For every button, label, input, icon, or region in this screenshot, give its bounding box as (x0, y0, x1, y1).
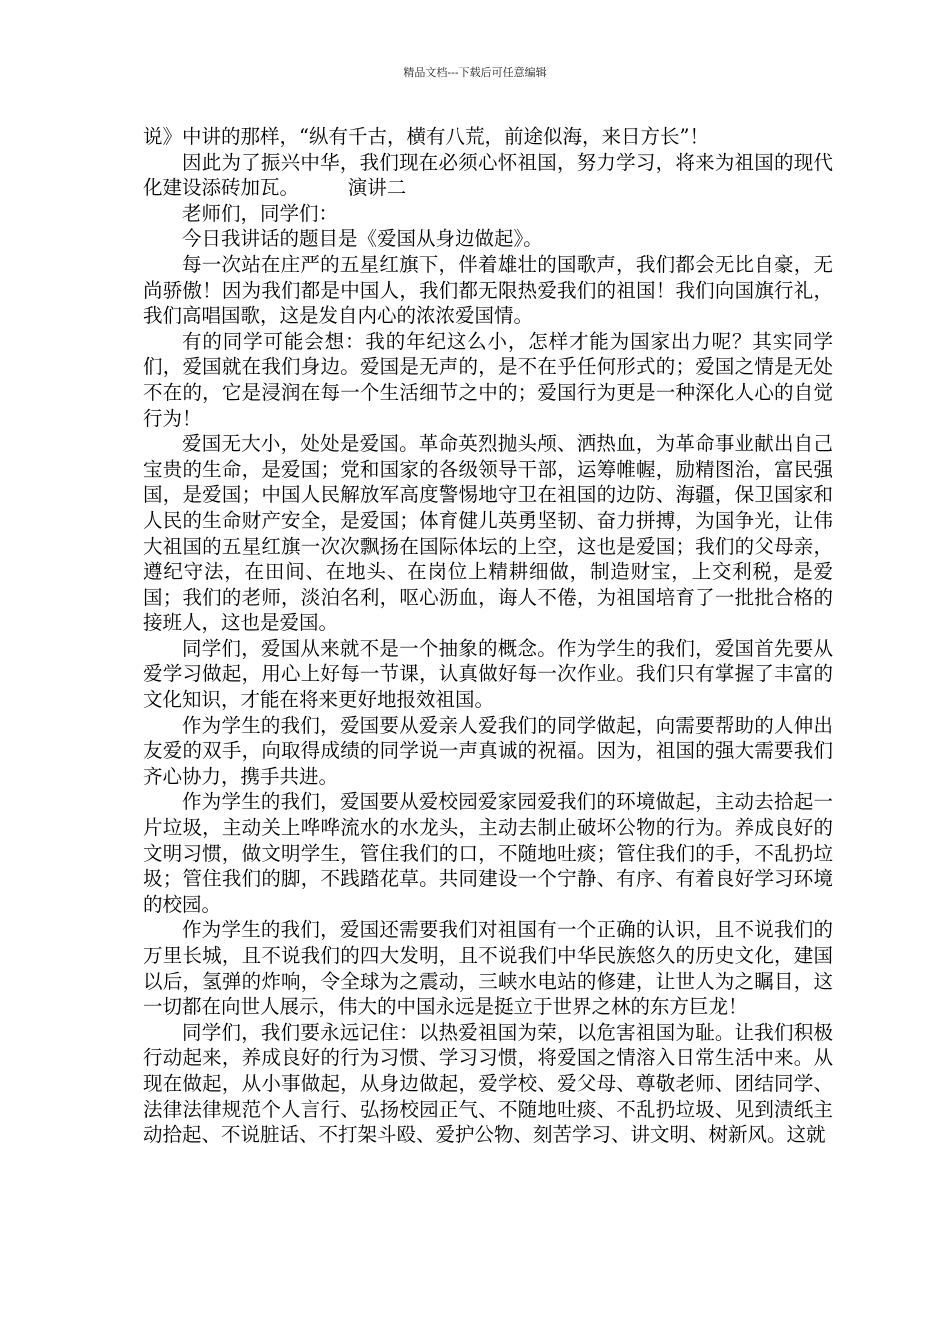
paragraph: 作为学生的我们，爱国还需要我们对祖国有一个正确的认识，且不说我们的万里长城，且不说我们的四大发明，且不说我们中华民族悠久的历史文化，建国以后，氢弹的炸响，令全球为之震动，三峡水电站的修建，让世人为之瞩目，这一切都在向世人展示，伟大的中国永远是挺立于世界之林的东方巨龙！ (143, 918, 833, 1019)
paragraph (143, 150, 833, 201)
paragraph: 作为学生的我们，爱国要从爱亲人爱我们的同学做起，向需要帮助的人伸出友爱的双手，向取得成绩的同学说一声真诚的祝福。因为，祖国的强大需要我们齐心协力，携手共进。 (143, 713, 833, 788)
document-body (143, 124, 833, 1148)
paragraph: 爱国无大小，处处是爱国。革命英烈抛头颅、洒热血，为革命事业献出自己宝贵的生命，是爱国；党和国家的各级领导干部，运筹帷幄，励精图治，富民强国，是爱国；中国人民解放军高度警惕地守卫在祖国的边防、海疆，保卫国家和人民的生命财产安全，是爱国；体育健儿英勇坚韧、奋力拼搏，为国争光，让伟大祖国的五星红旗一次次飘扬在国际体坛的上空，这也是爱国；我们的父母亲，遵纪守法，在田间、在地头、在岗位上精耕细做，制造财宝，上交利税，是爱国；我们的老师，淡泊名利，呕心沥血，诲人不倦，为祖国培育了一批批合格的接班人，这也是爱国。 (143, 432, 833, 635)
salutation: 老师们，同学们： (182, 201, 339, 225)
paragraph-text: 因此为了振兴中华，我们现在必须心怀祖国，努力学习，将来为祖国的现代化建设添砖加瓦。 (143, 150, 833, 200)
speech-title-line: 今日我讲话的题目是《爱国从身边做起》。 (182, 227, 543, 251)
paragraph: 同学们，爱国从来就不是一个抽象的概念。作为学生的我们，爱国首先要从爱学习做起，用心上好每一节课，认真做好每一次作业。我们只有掌握了丰富的文化知识，才能在将来更好地报效祖国。 (143, 636, 833, 712)
paragraph: 每一次站在庄严的五星红旗下，伴着雄壮的国歌声，我们都会无比自豪，无尚骄傲！因为我们都是中国人，我们都无限热爱我们的祖国！我们向国旗行礼，我们高唱国歌，这是发自内心的浓浓爱国情。 (143, 252, 833, 328)
paragraph: 作为学生的我们，爱国要从爱校园爱家园爱我们的环境做起，主动去拾起一片垃圾，主动关上哗哗流水的水龙头，主动去制止破坏公物的行为。养成良好的文明习惯，做文明学生，管住我们的口，不随地吐痰；管住我们的手，不乱扔垃圾；管住我们的脚，不践踏花草。共同建设一个宁静、有序、有着良好学习环境的校园。 (143, 790, 833, 916)
paragraph: 说》中讲的那样，“纵有千古，横有八荒，前途似海，来日方长”！ (143, 125, 709, 148)
paragraph: 同学们，我们要永远记住：以热爱祖国为荣，以危害祖国为耻。让我们积极行动起来，养成良好的行为习惯、学习习惯，将爱国之情溶入日常生活中来。从现在做起，从小事做起，从身边做起，爱学校、爱父母、尊敬老师、团结同学、法律法律规范个人言行、弘扬校园正气、不随地吐痰、不乱扔垃圾、见到渍纸主动拾起、不说脏话、不打架斗殴、爱护公物、刻苦学习、讲文明、树新风。这就 (143, 1020, 833, 1147)
paragraph: 有的同学可能会想：我的年纪这么小，怎样才能为国家出力呢？其实同学们，爱国就在我们身边。爱国是无声的，是不在乎任何形式的；爱国之情是无处不在的，它是浸润在每一个生活细节之中的；爱国行为更是一种深化人心的自觉行为！ (143, 329, 833, 430)
section-label: 演讲二 (347, 176, 407, 200)
page-header: 精品文档---下载后可任意编辑 (403, 66, 547, 79)
